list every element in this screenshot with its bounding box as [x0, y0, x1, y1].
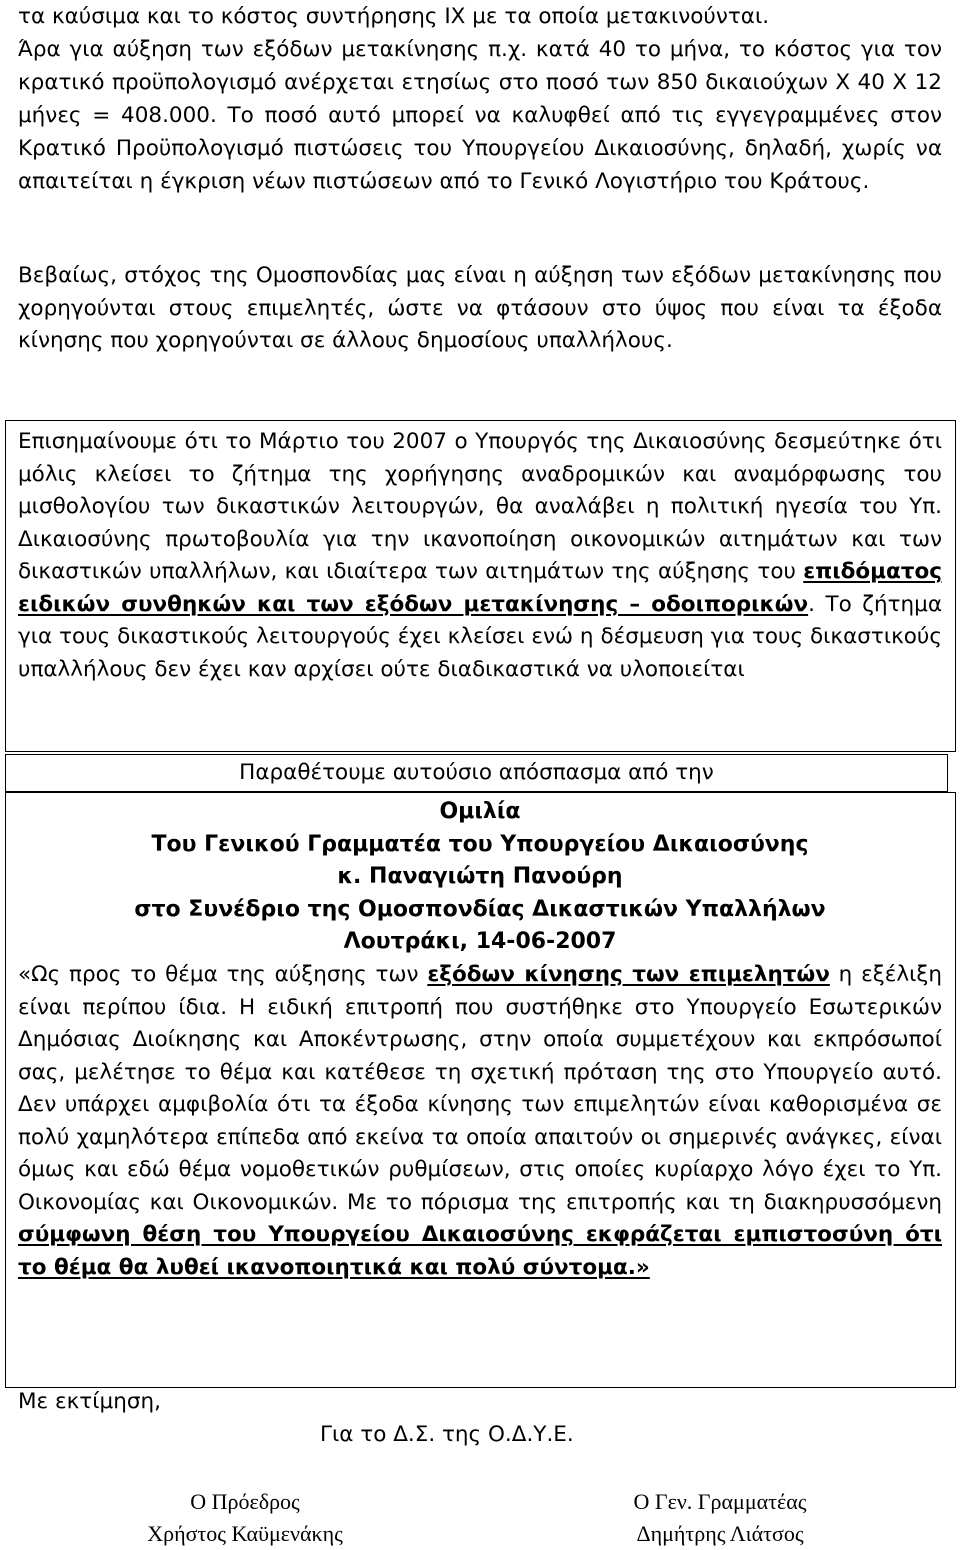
allowance-emphasis: επιδόματος ειδικών συνθηκών και των εξόδων μετακίνησης – οδοιπορικών: [18, 559, 942, 617]
quote-open: «Ως προς το θέμα της αύξησης των: [18, 962, 428, 987]
secretary-name: Δημήτρης Λιάτσος: [636, 1521, 804, 1546]
speech-heading-5: Λουτράκι, 14-06-2007: [343, 929, 617, 954]
paragraph-commitment: [18, 426, 942, 686]
speech-heading: [18, 796, 942, 959]
president-name: Χρήστος Καϋμενάκης: [147, 1521, 343, 1546]
secretary-title: Ο Γεν. Γραμματέας: [633, 1489, 807, 1514]
president-title: Ο Πρόεδρος: [190, 1489, 300, 1514]
para1-body: Άρα για αύξηση των εξόδων μετακίνησης π.χ. κατά 40 το μήνα, το κόστος για τον κρατικό προϋπολογισμό ανέρχεται ετησίως στο ποσό των 850 δικαιούχων Χ 40 Χ 12 μήνες = 408.000. Το ποσό αυτό μπορεί να καλυφθεί από τις εγγεγραμμένες στον Κρατικό Προϋπολογισμό πιστώσεις του Υπουργείου Δικαιοσύνης, δηλαδή, χωρίς να απαιτείται η έγκριση νέων πιστώσεων από το Γενικό Λογιστήριο του Κράτους.: [18, 37, 942, 194]
closing: Με εκτίμηση,: [18, 1389, 161, 1414]
commitment-text-2: . Το ζήτημα για τους δικαστικούς λειτουργούς έχει κλείσει ενώ η δέσμευση για τους δικαστικούς υπαλλήλους δεν έχει καν αρχίσει ούτε διαδικαστικά να υλοποιείται: [18, 591, 942, 682]
signature-president: [110, 1486, 380, 1550]
speech-heading-3: κ. Παναγιώτη Πανούρη: [337, 864, 623, 889]
para2-text: Βεβαίως, στόχος της Ομοσπονδίας μας είναι η αύξηση των εξόδων μετακίνησης που χορηγούνται στους επιμελητές, ώστε να φτάσουν στο ύψος που είναι τα έξοδα κίνησης που χορηγούνται σε άλλους δημοσίους υπαλλήλους.: [18, 263, 942, 353]
paragraph-federation-goal: [18, 260, 942, 358]
quote-body: η εξέλιξη είναι περίπου ίδια. Η ειδική επιτροπή που συστήθηκε στο Υπουργείο Εσωτερικών Δημόσιας Διοίκησης και Αποκέντρωσης, στην οποία συμμετέχουν και εκπρόσωποί σας, μελέτησε το θέμα και κατέθεσε τη σχετική πρόταση της στο Υπουργείο αυτό. Δεν υπάρχει αμφιβολία ότι τα έξοδα κίνησης των επιμελητών είναι καθορισμένα σε πολύ χαμηλότερα επίπεδα από εκείνα τα οποία απαιτούν οι σημερινές ανάγκες, είναι όμως και εδώ θέμα νομοθετικών ρυθμίσεων, στις οποίες κυρίαρχο λόγο έχει το Υπ. Οικονομίας και Οικονομικών. Με το πόρισμα της επιτροπής και τη διακηρυσσόμενη: [18, 962, 942, 1215]
commitment-text-1: Επισημαίνουμε ότι το Μάρτιο του 2007 ο Υπουργός της Δικαιοσύνης δεσμεύτηκε ότι μόλις κλείσει το ζήτημα της χορήγησης αναδρομικών και αναμόρφωσης του μισθολογίου των δικαστικών λειτουργών, θα αναλάβει η πολιτική ηγεσία του Υπ. Δικαιοσύνης πρωτοβουλία για την ικανοποίηση οικονομικών αιτημάτων και των δικαστικών υπαλλήλων, και ιδιαίτερα των αιτημάτων της αύξησης του: [18, 429, 942, 584]
speech-heading-4: στο Συνέδριο της Ομοσπονδίας Δικαστικών Υπαλλήλων: [134, 896, 826, 922]
speech-quote: [18, 959, 942, 1284]
for-board: Για το Δ.Σ. της Ο.Δ.Υ.Ε.: [320, 1422, 574, 1447]
quote-underline-1: εξόδων κίνησης των επιμελητών: [427, 962, 830, 987]
quote-underline-2: σύμφωνη θέση του Υπουργείου Δικαιοσύνης εκφράζεται εμπιστοσύνη ότι το θέμα θα λυθεί ικανοποιητικά και πολύ σύντομα.»: [18, 1222, 942, 1280]
speech-heading-2: Του Γενικού Γραμματέα του Υπουργείου Δικαιοσύνης: [151, 831, 809, 857]
excerpt-intro: Παραθέτουμε αυτούσιο απόσπασμα από την: [239, 760, 714, 785]
speech-heading-1: Ομιλία: [439, 799, 521, 824]
paragraph-fuel-costs: [18, 0, 942, 198]
para1-line1: τα καύσιμα και το κόστος συντήρησης ΙΧ με τα οποία μετακινούνται.: [18, 4, 770, 29]
signature-secretary: [590, 1486, 850, 1550]
